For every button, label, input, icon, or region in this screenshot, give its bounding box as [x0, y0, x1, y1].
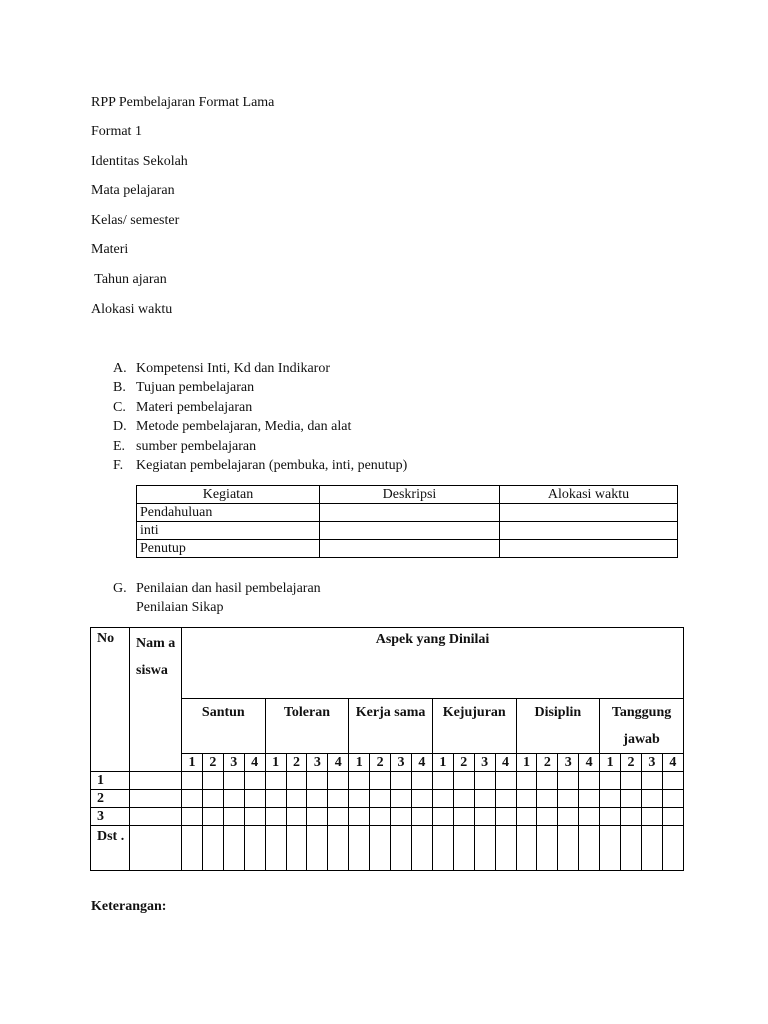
cell: [320, 540, 500, 558]
doc-title: RPP Pembelajaran Format Lama: [91, 95, 275, 110]
score-cell: [244, 772, 265, 790]
score-cell: [349, 790, 370, 808]
kelas-label: Kelas/ semester: [91, 213, 180, 228]
score-cell: [432, 826, 453, 871]
score-cell: [621, 772, 642, 790]
component-list: [113, 361, 407, 477]
score-cell: [662, 790, 683, 808]
score-cell: [391, 790, 412, 808]
score-cell: [579, 808, 600, 826]
list-letter: D.: [113, 419, 127, 435]
score-cell: [537, 808, 558, 826]
score-cell: [411, 790, 432, 808]
identitas-label: Identitas Sekolah: [91, 154, 188, 169]
score-cell: [495, 826, 516, 871]
keterangan-label: Keterangan:: [91, 899, 167, 914]
tahun-label: Tahun ajaran: [91, 272, 167, 287]
score-cell: [223, 772, 244, 790]
score-cell: [453, 790, 474, 808]
score-cell: [182, 808, 203, 826]
score-header-cell: 4: [662, 754, 683, 772]
row-no: 3: [91, 808, 130, 826]
list-letter: F.: [113, 457, 124, 473]
score-cell: [558, 772, 579, 790]
score-header-cell: 3: [558, 754, 579, 772]
row-no: 2: [91, 790, 130, 808]
score-cell: [349, 826, 370, 871]
score-cell: [223, 808, 244, 826]
score-cell: [411, 826, 432, 871]
materi-label: Materi: [91, 242, 129, 257]
score-cell: [558, 808, 579, 826]
score-cell: [474, 808, 495, 826]
list-item: [113, 419, 407, 438]
table-row: [91, 826, 684, 871]
list-item: [113, 458, 407, 477]
score-cell: [600, 826, 621, 871]
score-header-cell: 1: [182, 754, 203, 772]
score-header-cell: 3: [307, 754, 328, 772]
score-cell: [621, 826, 642, 871]
score-cell: [182, 790, 203, 808]
score-cell: [516, 772, 537, 790]
score-cell: [307, 790, 328, 808]
score-cell: [328, 808, 349, 826]
col-alokasi: Alokasi waktu: [500, 486, 678, 504]
aspect-kerja-sama: Kerja sama: [349, 699, 433, 754]
header-nama: Nam a siswa: [130, 628, 182, 772]
score-cell: [662, 772, 683, 790]
nama-cell: [130, 808, 182, 826]
score-header-cell: 2: [286, 754, 307, 772]
score-cell: [391, 808, 412, 826]
score-cell: [328, 772, 349, 790]
score-cell: [474, 790, 495, 808]
score-cell: [244, 826, 265, 871]
row-no: Dst .: [91, 826, 130, 871]
format-label: Format 1: [91, 124, 142, 139]
score-cell: [202, 808, 223, 826]
score-cell: [516, 826, 537, 871]
row-label: Penutup: [137, 540, 320, 558]
list-item: [113, 400, 407, 419]
score-cell: [328, 790, 349, 808]
row-no: 1: [91, 772, 130, 790]
row-label: Pendahuluan: [137, 504, 320, 522]
nama-cell: [130, 790, 182, 808]
cell: [320, 504, 500, 522]
score-header-cell: 3: [474, 754, 495, 772]
score-cell: [558, 826, 579, 871]
aspect-santun: Santun: [182, 699, 266, 754]
score-header-cell: 2: [453, 754, 474, 772]
score-cell: [662, 826, 683, 871]
score-header-cell: 1: [349, 754, 370, 772]
score-cell: [223, 790, 244, 808]
cell: [500, 540, 678, 558]
sikap-table: [90, 627, 684, 871]
score-cell: [641, 790, 662, 808]
score-cell: [432, 772, 453, 790]
score-cell: [307, 772, 328, 790]
score-cell: [328, 826, 349, 871]
score-header-cell: 3: [391, 754, 412, 772]
score-cell: [453, 826, 474, 871]
score-cell: [265, 808, 286, 826]
table-row: [137, 504, 678, 522]
list-text: Materi pembelajaran: [136, 399, 253, 415]
score-header-cell: 4: [328, 754, 349, 772]
score-cell: [265, 772, 286, 790]
list-letter: C.: [113, 399, 126, 415]
nama-cell: [130, 772, 182, 790]
score-header-cell: 3: [641, 754, 662, 772]
score-cell: [391, 772, 412, 790]
section-g-title: Penilaian dan hasil pembelajaran: [136, 581, 321, 596]
aspect-toleran: Toleran: [265, 699, 349, 754]
score-cell: [579, 772, 600, 790]
score-cell: [370, 772, 391, 790]
score-header-cell: 1: [432, 754, 453, 772]
table-row: [91, 772, 684, 790]
table-row: [91, 808, 684, 826]
row-label: inti: [137, 522, 320, 540]
score-cell: [307, 808, 328, 826]
score-cell: [391, 826, 412, 871]
header-no: No: [91, 628, 130, 772]
col-kegiatan: Kegiatan: [137, 486, 320, 504]
score-header-cell: 2: [621, 754, 642, 772]
list-text: Kegiatan pembelajaran (pembuka, inti, penutup): [136, 457, 408, 473]
score-cell: [516, 790, 537, 808]
section-g-subtitle: Penilaian Sikap: [136, 600, 224, 615]
score-cell: [202, 826, 223, 871]
score-cell: [182, 826, 203, 871]
score-cell: [244, 808, 265, 826]
score-cell: [600, 772, 621, 790]
score-cell: [641, 772, 662, 790]
score-cell: [621, 790, 642, 808]
score-header-cell: 4: [495, 754, 516, 772]
score-cell: [286, 790, 307, 808]
score-cell: [370, 790, 391, 808]
score-cell: [474, 772, 495, 790]
score-header-cell: 1: [265, 754, 286, 772]
score-cell: [370, 808, 391, 826]
score-header-cell: 3: [223, 754, 244, 772]
score-header-cell: 4: [579, 754, 600, 772]
score-cell: [265, 790, 286, 808]
score-header-cell: 4: [411, 754, 432, 772]
score-cell: [495, 772, 516, 790]
score-cell: [537, 772, 558, 790]
score-cell: [641, 826, 662, 871]
header-aspek: Aspek yang Dinilai: [182, 628, 684, 699]
score-header-cell: 1: [516, 754, 537, 772]
score-cell: [223, 826, 244, 871]
col-deskripsi: Deskripsi: [320, 486, 500, 504]
score-cell: [349, 772, 370, 790]
table-row: [137, 540, 678, 558]
table-row: [91, 790, 684, 808]
score-header-cell: 2: [537, 754, 558, 772]
score-cell: [307, 826, 328, 871]
score-cell: [474, 826, 495, 871]
list-text: sumber pembelajaran: [136, 438, 257, 454]
kegiatan-table: [136, 485, 678, 558]
score-cell: [579, 790, 600, 808]
score-cell: [286, 808, 307, 826]
score-cell: [411, 772, 432, 790]
list-letter: E.: [113, 438, 126, 454]
alokasi-label: Alokasi waktu: [91, 302, 173, 317]
score-header-cell: 2: [370, 754, 391, 772]
score-cell: [432, 808, 453, 826]
score-cell: [516, 808, 537, 826]
score-cell: [537, 790, 558, 808]
score-cell: [600, 808, 621, 826]
mapel-label: Mata pelajaran: [91, 183, 175, 198]
score-cell: [453, 772, 474, 790]
aspect-tanggung-jawab: Tanggung jawab: [600, 699, 684, 754]
score-cell: [641, 808, 662, 826]
score-header-cell: 2: [202, 754, 223, 772]
cell: [500, 522, 678, 540]
score-cell: [182, 772, 203, 790]
list-item: [113, 439, 407, 458]
score-cell: [244, 790, 265, 808]
score-cell: [600, 790, 621, 808]
score-cell: [265, 826, 286, 871]
nama-cell: [130, 826, 182, 871]
list-text: Metode pembelajaran, Media, dan alat: [136, 419, 352, 435]
score-header-cell: 1: [600, 754, 621, 772]
list-text: Tujuan pembelajaran: [136, 380, 255, 396]
score-cell: [432, 790, 453, 808]
score-cell: [537, 826, 558, 871]
list-letter: B.: [113, 380, 126, 396]
table-header-row: [137, 486, 678, 504]
aspect-kejujuran: Kejujuran: [432, 699, 516, 754]
score-cell: [495, 808, 516, 826]
score-cell: [370, 826, 391, 871]
score-cell: [558, 790, 579, 808]
score-cell: [202, 790, 223, 808]
score-cell: [286, 772, 307, 790]
score-cell: [286, 826, 307, 871]
cell: [320, 522, 500, 540]
list-letter: A.: [113, 361, 127, 376]
score-cell: [411, 808, 432, 826]
score-cell: [453, 808, 474, 826]
score-cell: [202, 772, 223, 790]
aspect-disiplin: Disiplin: [516, 699, 600, 754]
list-item: [113, 380, 407, 399]
list-item: [113, 361, 407, 380]
table-row: [137, 522, 678, 540]
section-g-letter: G.: [113, 581, 127, 596]
score-cell: [349, 808, 370, 826]
cell: [500, 504, 678, 522]
list-text: Kompetensi Inti, Kd dan Indikaror: [136, 361, 331, 376]
score-cell: [495, 790, 516, 808]
score-cell: [621, 808, 642, 826]
score-cell: [662, 808, 683, 826]
score-header-cell: 4: [244, 754, 265, 772]
score-cell: [579, 826, 600, 871]
